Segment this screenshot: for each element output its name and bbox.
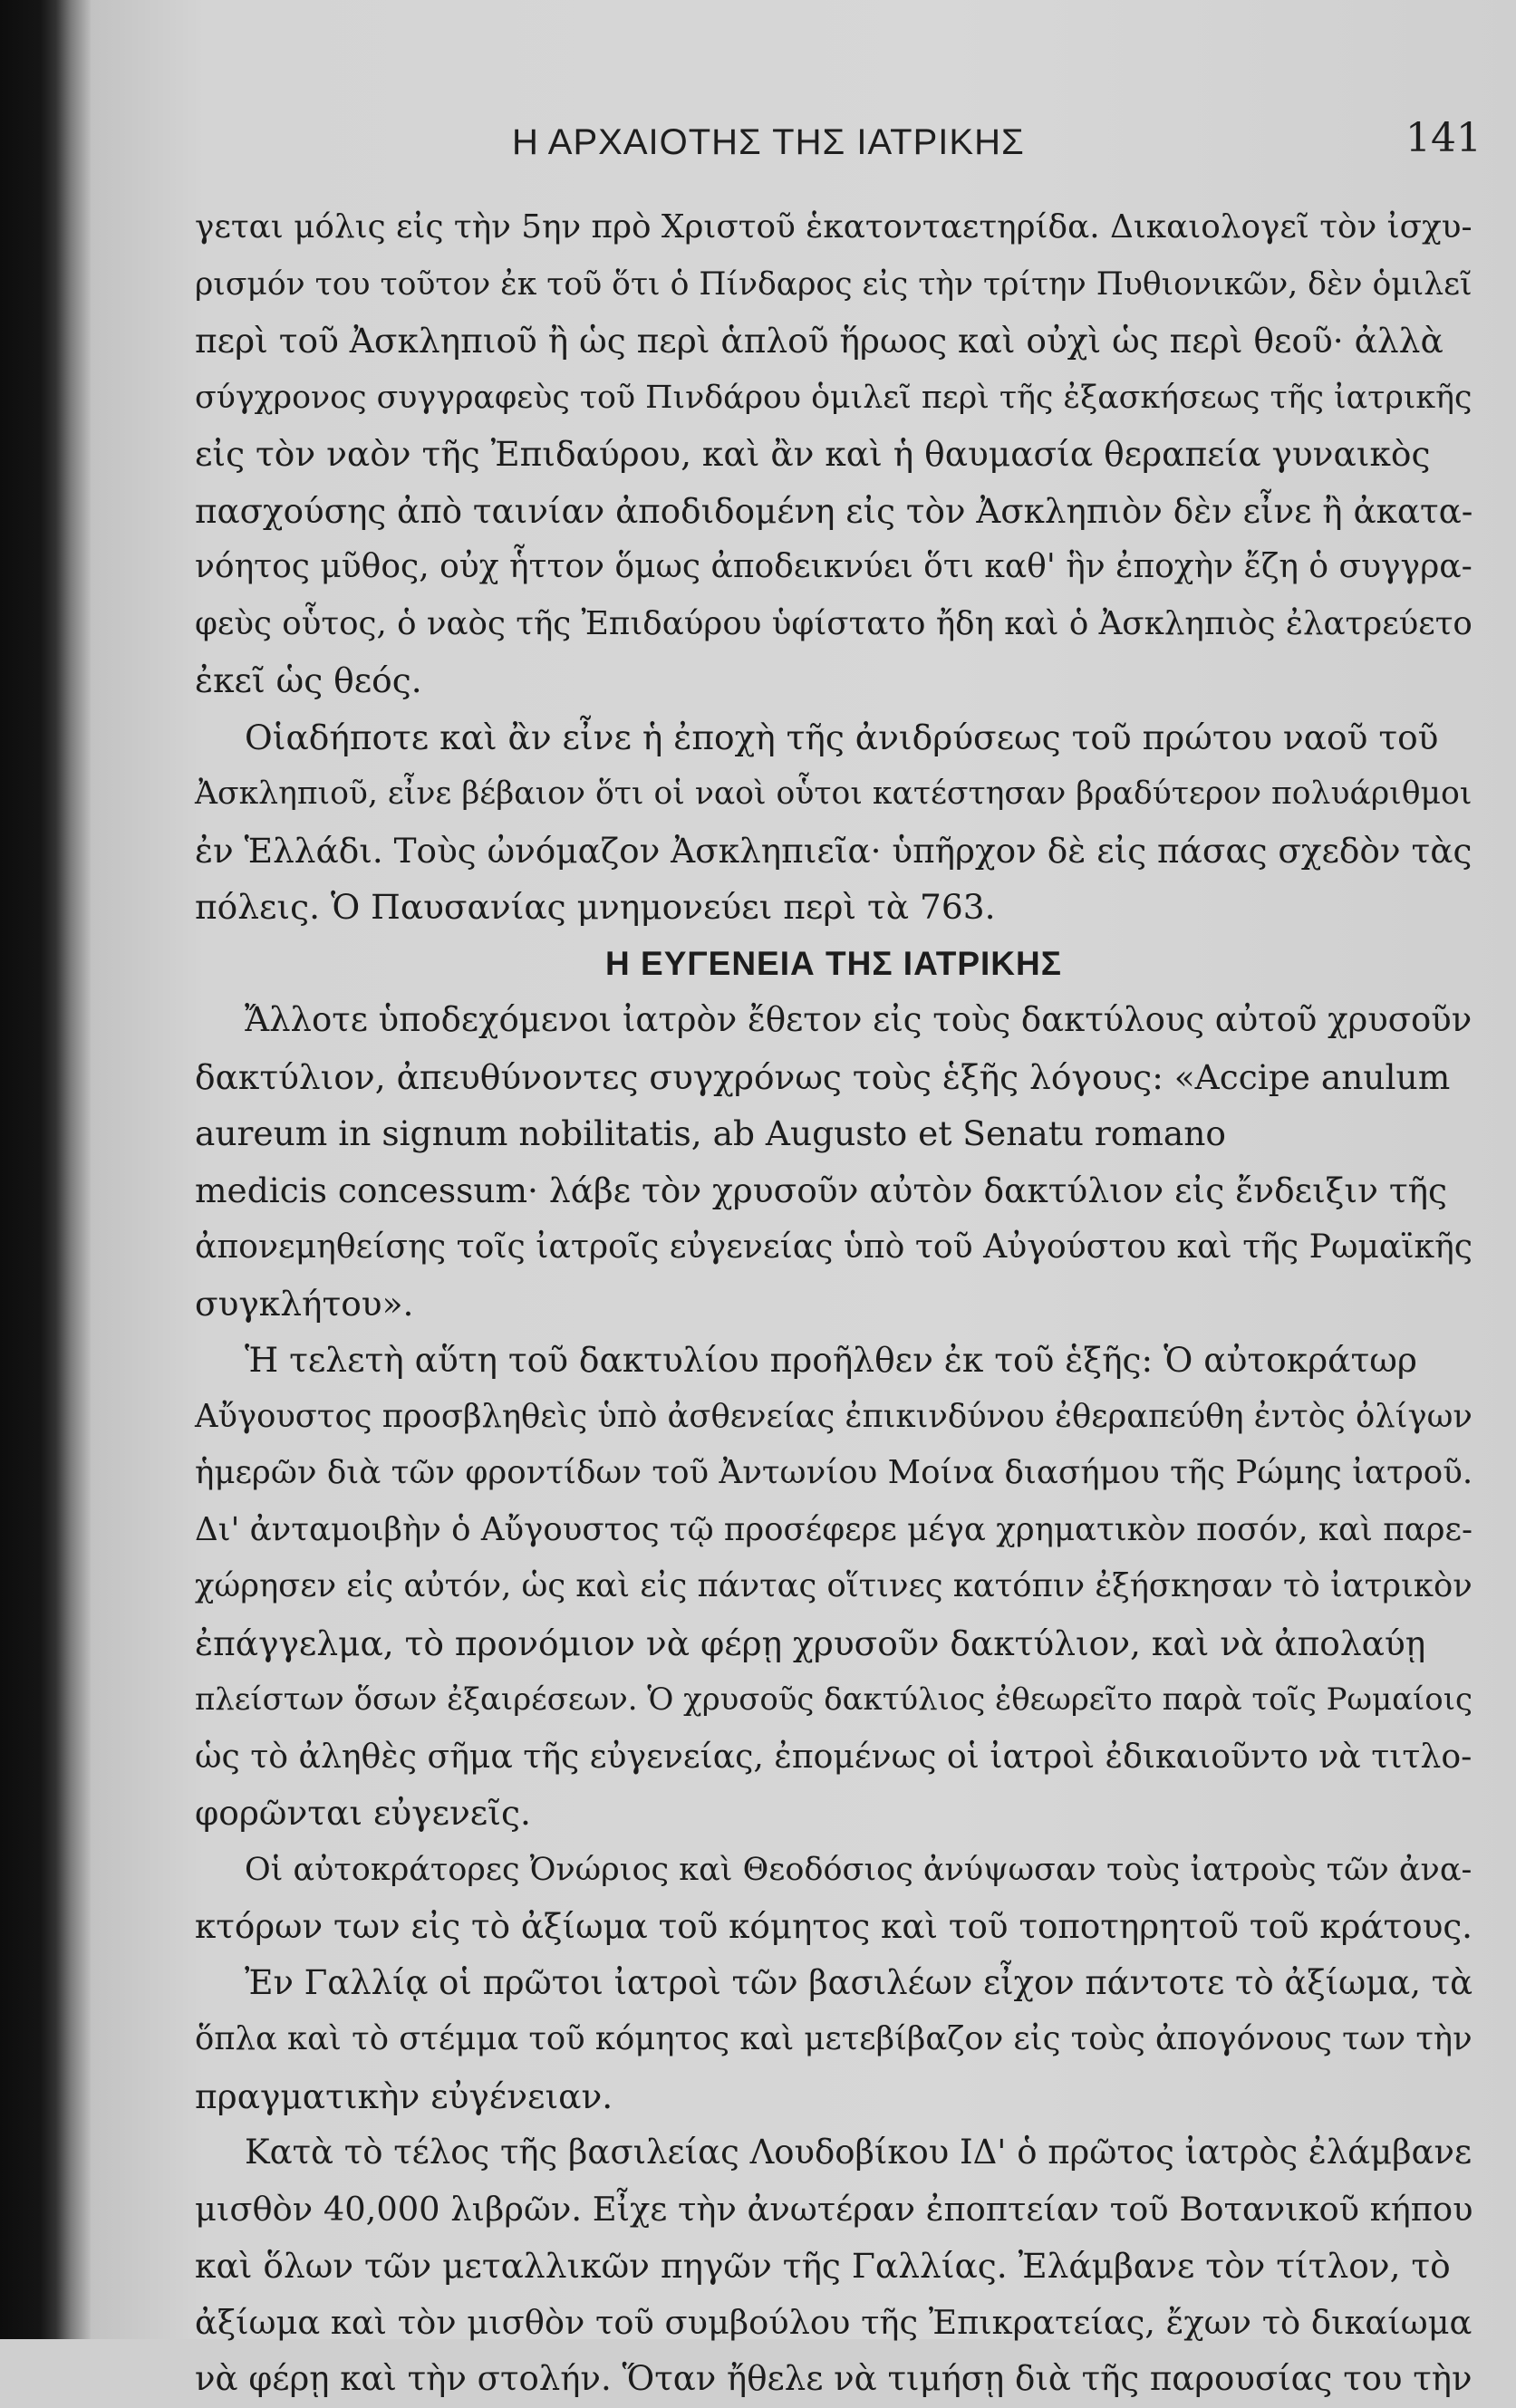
text-line: aureum in signum nobilitatis, ab Augusto et Senatu romano: [195, 1113, 1226, 1153]
text-line: εἰς τὸν ναὸν τῆς Ἐπιδαύρου, καὶ ἂν καὶ ἡ θαυμασία θεραπεία γυναικὸς: [195, 434, 1431, 474]
text-line: δακτύλιον, ἀπευθύνοντες συγχρόνως τοὺς ἑξῆς λόγους: «Accipe anulum: [195, 1056, 1451, 1097]
text-line: Οἱ αὐτοκράτορες Ὀνώριος καὶ Θεοδόσιος ἀνύψωσαν τοὺς ἰατροὺς τῶν ἀνα-: [245, 1851, 1473, 1888]
text-line: ἀξίωμα καὶ τὸν μισθὸν τοῦ συμβούλου τῆς Ἐπικρατείας, ἔχων τὸ δικαίωμα: [195, 2302, 1473, 2342]
text-line: πραγματικὴν εὐγένειαν.: [195, 2076, 613, 2116]
text-line: γεται μόλις εἰς τὴν 5ην πρὸ Χριστοῦ ἑκατονταετηρίδα. Δικαιολογεῖ τὸν ἰσχυ-: [195, 208, 1473, 246]
book-page: [91, 0, 1516, 2398]
text-line: χώρησεν εἰς αὐτόν, ὡς καὶ εἰς πάντας οἵτινες κατόπιν ἐξήσκησαν τὸ ἰατρικὸν: [195, 1567, 1473, 1604]
text-line: Ἡ τελετὴ αὕτη τοῦ δακτυλίου προῆλθεν ἐκ τοῦ ἑξῆς: Ὁ αὐτοκράτωρ: [245, 1340, 1417, 1380]
text-line: ἐκεῖ ὡς θεός.: [195, 660, 422, 700]
page-number: 141: [1405, 115, 1482, 161]
text-line: συγκλήτου».: [195, 1283, 414, 1324]
text-line: Οἱαδήποτε καὶ ἂν εἶνε ἡ ἐποχὴ τῆς ἀνιδρύσεως τοῦ πρώτου ναοῦ τοῦ: [245, 717, 1439, 757]
text-line: νὰ φέρῃ καὶ τὴν στολήν. Ὅταν ἤθελε νὰ τιμήσῃ διὰ τῆς παρουσίας του τὴν: [195, 2359, 1473, 2398]
text-line: πλείστων ὅσων ἐξαιρέσεων. Ὁ χρυσοῦς δακτύλιος ἐθεωρεῖτο παρὰ τοῖς Ρωμαίοις: [195, 1681, 1473, 1717]
text-line: ἀπονεμηθείσης τοῖς ἰατροῖς εὐγενείας ὑπὸ τοῦ Αὐγούστου καὶ τῆς Ρωμαϊκῆς: [195, 1227, 1473, 1266]
text-line: medicis concessum· λάβε τὸν χρυσοῦν αὐτὸν δακτύλιον εἰς ἔνδειξιν τῆς: [195, 1170, 1448, 1210]
text-line: Ἐν Γαλλίᾳ οἱ πρῶτοι ἰατροὶ τῶν βασιλέων εἶχον πάντοτε τὸ ἀξίωμα, τὰ: [245, 1962, 1473, 2002]
text-line: περὶ τοῦ Ἀσκληπιοῦ ἢ ὡς περὶ ἁπλοῦ ἥρωος καὶ οὐχὶ ὡς περὶ θεοῦ· ἀλλὰ: [195, 321, 1444, 361]
text-line: Κατὰ τὸ τέλος τῆς βασιλείας Λουδοβίκου ΙΔ' ὁ πρῶτος ἰατρὸς ἐλάμβανε: [245, 2133, 1473, 2172]
text-line: ἐπάγγελμα, τὸ προνόμιον νὰ φέρῃ χρυσοῦν δακτύλιον, καὶ νὰ ἀπολαύῃ: [195, 1623, 1426, 1663]
text-line: φορῶνται εὐγενεῖς.: [195, 1793, 531, 1833]
page-header: [512, 115, 1482, 177]
text-line: Δι' ἀνταμοιβὴν ὁ Αὔγουστος τῷ προσέφερε μέγα χρηματικὸν ποσόν, καὶ παρε-: [195, 1510, 1473, 1548]
text-line: ρισμόν του τοῦτον ἐκ τοῦ ὅτι ὁ Πίνδαρος εἰς τὴν τρίτην Πυθιονικῶν, δὲν ὁμιλεῖ: [195, 265, 1473, 303]
text-line: ὡς τὸ ἀληθὲς σῆμα τῆς εὐγενείας, ἐπομένως οἱ ἰατροὶ ἐδικαιοῦντο νὰ τιτλο-: [195, 1736, 1473, 1776]
text-line: ἐν Ἑλλάδι. Τοὺς ὠνόμαζον Ἀσκληπιεῖα· ὑπῆρχον δὲ εἰς πάσας σχεδὸν τὰς: [195, 830, 1473, 871]
text-line: νόητος μῦθος, οὐχ ἧττον ὅμως ἀποδεικνύει ὅτι καθ' ἣν ἐποχὴν ἔζη ὁ συγγρα-: [195, 548, 1473, 585]
text-line: ὅπλα καὶ τὸ στέμμα τοῦ κόμητος καὶ μετεβίβαζον εἰς τοὺς ἀπογόνους των τὴν: [195, 2020, 1473, 2057]
text-line: καὶ ὅλων τῶν μεταλλικῶν πηγῶν τῆς Γαλλίας. Ἐλάμβανε τὸν τίτλον, τὸ: [195, 2246, 1451, 2286]
text-line: ἡμερῶν διὰ τῶν φροντίδων τοῦ Ἀντωνίου Μοίνα διασήμου τῆς Ρώμης ἰατροῦ.: [195, 1454, 1473, 1491]
running-title: Η ΑΡΧΑΙΟΤΗΣ ΤΗΣ ΙΑΤΡΙΚΗΣ: [512, 122, 1025, 162]
text-line: πόλεις. Ὁ Παυσανίας μνημονεύει περὶ τὰ 763.: [195, 887, 996, 927]
section-heading: Η ΕΥΓΕΝΕΙΑ ΤΗΣ ΙΑΤΡΙΚΗΣ: [605, 944, 1062, 982]
text-line: Αὔγουστος προσβληθεὶς ὑπὸ ἀσθενείας ἐπικινδύνου ἐθεραπεύθη ἐντὸς ὀλίγων: [195, 1397, 1473, 1435]
text-line: σύγχρονος συγγραφεὺς τοῦ Πινδάρου ὁμιλεῖ περὶ τῆς ἐξασκήσεως τῆς ἰατρικῆς: [195, 379, 1473, 416]
text-line: κτόρων των εἰς τὸ ἀξίωμα τοῦ κόμητος καὶ τοῦ τοποτηρητοῦ τοῦ κράτους.: [195, 1906, 1473, 1946]
body-text: [195, 199, 1473, 2408]
text-line: φεὺς οὗτος, ὁ ναὸς τῆς Ἐπιδαύρου ὑφίστατο ἤδη καὶ ὁ Ἀσκληπιὸς ἐλατρεύετο: [195, 604, 1473, 642]
text-line: Ἄλλοτε ὑποδεχόμενοι ἰατρὸν ἔθετον εἰς τοὺς δακτύλους αὐτοῦ χρυσοῦν: [245, 1000, 1473, 1039]
book-spine-shadow: [0, 0, 91, 2339]
text-line: μισθὸν 40,000 λιβρῶν. Εἶχε τὴν ἀνωτέραν ἐποπτείαν τοῦ Βοτανικοῦ κήπου: [195, 2189, 1473, 2229]
text-line: πασχούσης ἀπὸ ταινίαν ἀποδιδομένη εἰς τὸν Ἀσκληπιὸν δὲν εἶνε ἢ ἀκατα-: [195, 490, 1473, 531]
text-line: Ἀσκληπιοῦ, εἶνε βέβαιον ὅτι οἱ ναοὶ οὗτοι κατέστησαν βραδύτερον πολυάριθμοι: [195, 775, 1473, 812]
